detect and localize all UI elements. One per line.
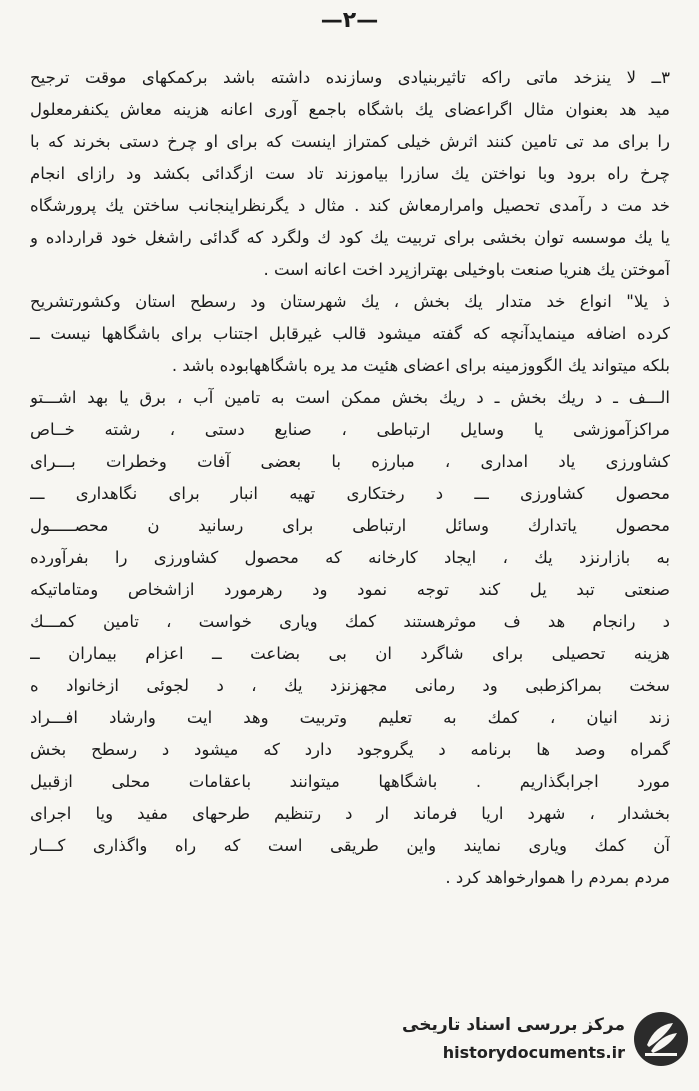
text-line: محصول کشاورزی ـــ د رختکاری تهیه انبار برای نگاهداری ـــ <box>30 484 670 503</box>
text-line: مردم بمردم را هموارخواهد کرد . <box>445 868 670 887</box>
watermark <box>399 1007 689 1075</box>
text-line: را برای مد تی تامین کنند اثرش خیلی کمتراز اینست که برای او چرخ دستی بخرند که با <box>30 132 670 151</box>
text-line: کرده اضافه مینمایدآنچه که گفته میشود قالب غیرقابل اجتناب برای باشگاهها نیست ــ <box>30 324 670 343</box>
page-number: —۲— <box>320 8 379 33</box>
text-line: ذ یلا" انواع خد متدار یك بخش ، یك شهرستان ود رسطح استان وکشورتشریح <box>30 292 670 311</box>
text-line: ۳ــ لا ینزخد ماتی راکه تاثیربنیادی وسازنده داشته باشد برکمکهای موقت ترجیح <box>30 68 670 87</box>
text-line: خد مت د رآمدی تحصیل وامرارمعاش کند . مثال د یگرنظراینجانب ساختن یك پرورشگاه <box>30 196 670 215</box>
text-line: آن کمك ویاری نمایند واین طریقی است که راه واگذاری کـــار <box>30 836 670 855</box>
text-line: مراکزآموزشی یا وسایل ارتباطی ، صنایع دستی ، رشته خــاص <box>30 420 670 439</box>
text-line: الـــف ـ د ریك بخش ـ د ریك بخش ممکن است به تامین آب ، برق یا بهد اشـــتو <box>30 388 670 407</box>
text-line: زند انیان ، کمك به تعلیم وتربیت وهد ایت وارشاد افـــراد <box>30 708 670 727</box>
text-line: صنعتی تبد یل کند توجه نمود ود رهرمورد ازاشخاص ومتاماتیکه <box>30 580 670 599</box>
watermark-name: مرکز بررسی اسناد تاریخی <box>402 1015 625 1035</box>
text-line: د رانجام هد ف موثرهستند کمك ویاری خواست ، تامین کمـــك <box>30 612 670 631</box>
text-line: یا یك موسسه توان بخشی برای تربیت یك کود ك ولگرد که گدائی راشغل خود قرارداده و <box>30 228 670 247</box>
text-line: بخشدار ، شهرد اریا فرماند ار د رتنظیم طرحهای مفید ویا اجرای <box>30 804 670 823</box>
book-leaves-logo-icon <box>633 1011 689 1067</box>
text-line: به بازارنزد یك ، ایجاد کارخانه که محصول کشاورزی را بفرآورده <box>30 548 670 567</box>
text-line: آموختن یك هنریا صنعت باوخیلی بهترازپرد اخت اعانه است . <box>263 260 670 279</box>
text-line: محصول یاتدارك وسائل ارتباطی برای رسانید ن محصـــــول <box>30 516 670 535</box>
watermark-url: historydocuments.ir <box>442 1043 625 1062</box>
text-line: بلکه میتواند یك الگووزمینه برای اعضای هئیت مد یره باشگاههابوده باشد . <box>171 356 670 375</box>
text-line: هزینه تحصیلی برای شاگرد ان بی بضاعت ــ اعزام بیماران ــ <box>30 644 670 663</box>
text-line: سخت بمراکزطبی ود رمانی مجهزنزد یك ، د لجوئی ازخانواد ه <box>30 676 670 695</box>
text-line: کشاورزی یاد امداری ، مبارزه با بعضی آفات وخطرات بـــرای <box>30 452 670 471</box>
text-line: مید هد بعنوان مثال اگراعضای یك باشگاه باجمع آوری اعانه هزینه معاش یکنفرمعلول <box>30 100 670 119</box>
text-line: گمراه وصد ها برنامه د یگروجود دارد که میشود د رسطح بخش <box>30 740 670 759</box>
text-line: چرخ راه برود وبا نواختن یك سازرا بیاموزند تاد ست ازگدائی بکشد ود رازای انجام <box>30 164 670 183</box>
text-line: مورد اجرابگذاریم . باشگاهها میتوانند باعقامات محلی ازقبیل <box>30 772 670 791</box>
document-body <box>30 62 670 894</box>
